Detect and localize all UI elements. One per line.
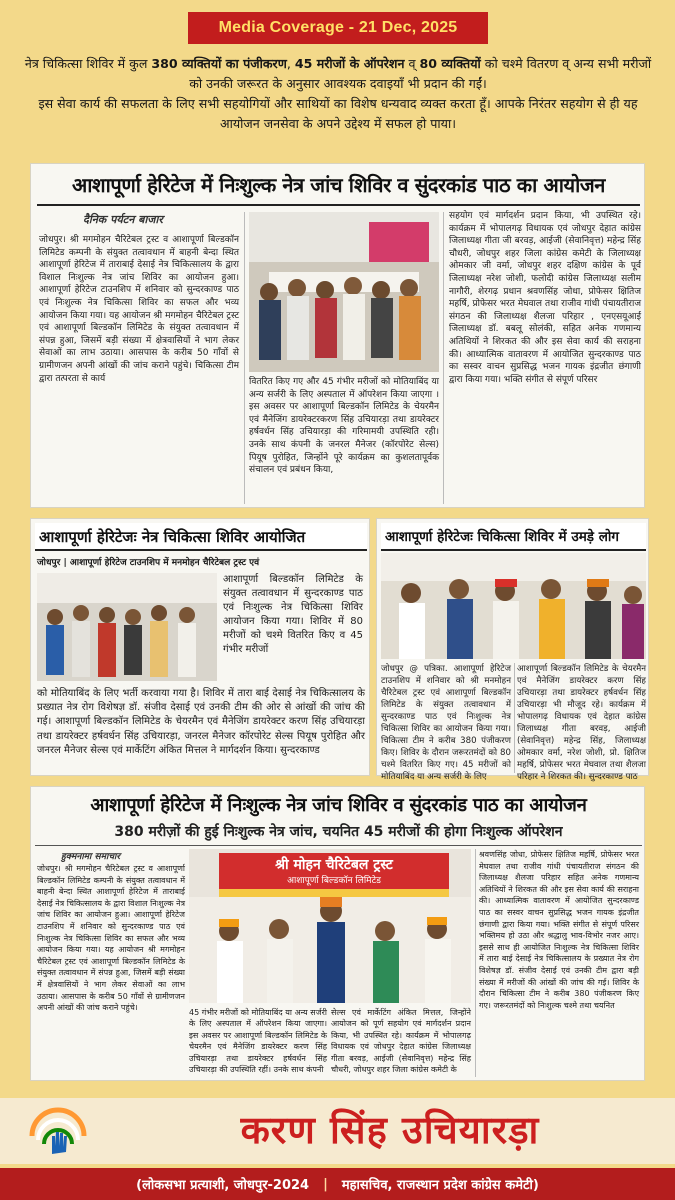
media-coverage-title: Media Coverage - 21 Dec, 2025 — [188, 12, 488, 44]
clipping-1-column-3: सहयोग एवं मार्गदर्शन प्रदान किया, भी उपस्थित रहे। कार्यक्रम में भोपालगढ़ विधायक एवं जोधपुर देहात कांग्रेस जिलाध्यक्ष गीता जी बरवड़, आईजी (सेवानिवृत्त) महेन्द्र सिंह चौधरी, जोधपुर शहर जिला कांग्रेस कमेटी के जिलाध्यक्ष ओमकार जी वर्मा, जोधपुर शहर दक्षिण कांग्रेस के पूर्व जिलाध्यक्ष नरेश जोशी, फलोदी कांग्रेस जिलाध्यक्ष सलीम नागौरी, शेरगढ़ प्रधान श्रवणसिंह जोधा, प्रोफेसर क्षितिज महर्षि, प्रोफेसर भरत मेघवाल तथा राजीव गांधी पंचायतीराज संगठन की जिलाध्यक्ष शैलजा परिहार , एनएसयूआई जिलाध्यक्ष डॉ. बबलू सोलंकी, सहित अनेक गणमान्य अतिथियों ने शिरकत की और इस सेवा कार्य की सराहना की। आध्यात्मिक वातावरण में आयोजित सुन्दरकाण्ड पाठ का सस्वर वाचन सुप्रसिद्ध भजन गायक इंद्रजीत छंगाणी द्वारा किया गया। भक्ति संगीत से संपूर्ण परिसर — [449, 211, 641, 385]
banner-subtitle: आशापूर्णा बिल्डकॉन लिमिटेड — [287, 876, 381, 886]
clipping-1-column-1: जोधपुर। श्री मगमोहन चैरिटेबल ट्रस्ट व आशापूर्णा बिल्डकॉन लिमिटेड कम्पनी के संयुक्त तत्वावधान में बाहनी बेन्दा स्थित आशापूर्णा हेरिटेज में ताराबाई देसाई नेत्र चिकित्सालय के द्वारा विशाल निःशुल्क नेत्र जांच शिविर का आयोजन हुआ। आशापूर्णा हेरिटेज टाउनशिप में शनिवार को सुन्दरकाण्ड पाठ एवं निःशुल्क नेत्र चिकित्सा शिविर का सफल और भव्य आयोजन किया गया। यह आयोजन श्री मगमोहन चैरिटेबल ट्रस्ट एवं आशापूर्णा बिल्डकॉन लिमिटेड के संयुक्त तत्वावधान में संपन्न हुआ, जिसमें बड़ी संख्या में क्षेत्रवासियों ने भाग लेकर सेवाओं का लाभ उठाया। आसपास के करीब 50 गाँवों से ग्रामीणजन अपनी आंखों की जांच कराने पहुंचे। चिकित्सा टीम द्वारा तत्परता से कार्य — [39, 235, 239, 384]
clipping-3-headline: आशापूर्णा हेरिटेजः चिकित्सा शिविर में उमड़े लोग — [381, 523, 646, 551]
intro-text: को चश्मे वितरण व् अन्य सभी मरीजों को उनकी जरूरत के अनुसार आवश्यक दवाइयाँ भी प्रदान की गईं। — [189, 56, 652, 91]
clipping-3-column-2: आशापूर्णा बिल्डकॉन लिमिटेड के चेयरमैन एवं मैनेजिंग डायरेक्टर करण सिंह उचियारड़ा तथा डायरेक्टर हर्षवर्धन सिंह उचियारड़ा भी मौजूद रहे। कार्यक्रम में भोपालगढ़ विधायक एवं देहात कांग्रेस जिलाध्यक्ष गीता बरवड़, आईजी (सेवानिवृत्त) महेन्द्र सिंह, जिलाध्यक्ष ओमकार वर्मा, नरेश जोशी, प्रो. क्षितिज महर्षि, प्रोफेसर भरत मेघवाल तथा शैलजा परिहार ने शिरकत की। सुन्दरकाण्ड पाठ — [517, 664, 646, 782]
guests-photo — [381, 553, 646, 659]
stage-photo — [189, 849, 471, 1003]
column-divider — [514, 663, 515, 773]
column-divider — [475, 849, 476, 1077]
clipping-4-column-2: 45 गंभीर मरीजों को मोतियाबिंद या अन्य सर्जरी के लिए अस्पताल में ऑपरेशन किया जाएगा। इस अवसर पर आशापूर्णा बिल्डकॉन लिमिटेड के चेयरमैन एवं मैनेजिंग डायरेक्टर करण सिंह उचियारड़ा तथा डायरेक्टर हर्षवर्धन सिंह उचियारड़ा की उपस्थिति रहीं। उनके साथ कंपनी — [189, 1008, 327, 1075]
intro-bold-registrations: 380 व्यक्तियों का पंजीकरण — [151, 56, 287, 71]
congress-hand-logo — [26, 1106, 90, 1158]
news-clipping-3 — [376, 518, 649, 782]
news-clipping-1 — [30, 163, 645, 508]
intro-text: व् — [404, 56, 420, 71]
footer-left-text: (लोकसभा प्रत्याशी, जोधपुर-2024 — [136, 1178, 310, 1193]
headline-rule — [37, 204, 640, 206]
clipping-4-column-1: जोधपुर। श्री मगमोहन चैरिटेबल ट्रस्ट व आशापूर्णा बिल्डकॉन लिमिटेड कम्पनी के संयुक्त तत्वावधान में बाहनी बेन्दा स्थित आशापूर्णा हेरिटेज में ताराबाई देसाई नेत्र चिकित्सालय के द्वारा विशाल निःशुल्क नेत्र जांच शिविर का आयोजन हुआ। आशापूर्णा हेरिटेज टाउनशिप में शनिवार को सुन्दरकाण्ड पाठ एवं निःशुल्क नेत्र चिकित्सा शिविर का सफल और भव्य आयोजन किया गया। यह आयोजन श्री मगमोहन चैरिटेबल ट्रस्ट एवं आशापूर्णा बिल्डकॉन लिमिटेड के संयुक्त तत्वावधान में संपन्न हुआ, जिसमें बड़ी संख्या में क्षेत्रवासियों ने भाग लेकर सेवाओं का लाभ उठाया। आसपास के करीब 50 गाँवों से ग्रामीणजन अपनी आंखों की जांच कराने पहुंचे। — [37, 864, 185, 1013]
publication-name: दैनिक पर्यटन बाजार — [83, 213, 163, 226]
intro-text: , — [286, 56, 295, 71]
intro-text: नेत्र चिकित्सा शिविर में कुल — [24, 56, 152, 71]
footer-designation-bar — [0, 1168, 675, 1200]
clipping-4-headline: आशापूर्णा हेरिटेज में निःशुल्क नेत्र जांच शिविर व सुंदरकांड पाठ का आयोजन — [90, 795, 587, 816]
footer-right-text: महासचिव, राजस्थान प्रदेश कांग्रेस कमेटी) — [341, 1178, 539, 1193]
footer-separator: | — [323, 1176, 328, 1192]
intro-bold-people: 80 व्यक्तियों — [419, 56, 481, 71]
eye-camp-crowd-photo — [249, 212, 439, 372]
clipping-2-headline: आशापूर्णा हेरिटेजः नेत्र चिकित्सा शिविर आयोजित — [35, 523, 367, 551]
clipping-2-body: को मोतियाबिंद के लिए भर्ती करवाया गया है। शिविर में तारा बाई देसाई नेत्र चिकित्सालय के प्रख्यात नेत्र रोग विशेषज्ञ डॉ. संजीव देसाई एवं उनकी टीम की ओर से आंखों की जांच की गई। आशापूर्णा बिल्डकॉन लिमिटेड के चेयरमैन एवं मैनेजिंग डायरेक्टर करण सिंह उचियारड़ा तथा डायरेक्टर हर्षवर्धन सिंह उचियारड़ा, जनरल मैनेजर कॉरपोरेट सेल्स पियूष पुरोहित और जनरल मैनेजर सेल्स एवं मार्केटिंग अंकित मित्तल ने मार्गदर्शन किया। सुन्दरकाण्ड — [37, 688, 365, 756]
clipping-1-column-2: वितरित किए गए और 45 गंभीर मरीजों को मोतियाबिंद या अन्य सर्जरी के लिए अस्पताल में ऑपरेशन किया जाएगा । इस अवसर पर आशापूर्णा बिल्डकॉन लिमिटेड के चेयरमैन एवं मैनेजिंग डायरेक्टरकरण सिंह उचियारड़ा तथा डायरेक्टर हर्षवर्धन सिंह उचियारड़ा की गरिमामयी उपस्थिति रही। उनके साथ कंपनी के जनरल मैनेजर (कॉरपोरेट सेल्स) पियूष पुरोहित, जिन्होंने पूरे कार्यक्रम का कुशलतापूर्वक संचालन एवं प्रबंधन किया, — [249, 377, 439, 476]
leader-name: करण सिंह उचियारड़ा — [240, 1108, 540, 1152]
clipping-2-body-right: आशापूर्णा बिल्डकॉन लिमिटेड के संयुक्त तत्वावधान में सुन्दरकाण्ड पाठ एवं निःशुल्क नेत्र चिकित्सा शिविर आयोजन किया गया। शिविर में 80 मरीजों को चश्मे वितरित किए व 45 गंभीर मरीजों — [223, 574, 363, 655]
eye-camp-queue-photo — [37, 573, 217, 681]
publication-name: हुक्मनामा समाचार — [61, 852, 121, 862]
clipping-4-subheadline: 380 मरीज़ों की हुई निःशुल्क नेत्र जांच, चयनित 45 मरीजों की होगा निःशुल्क ऑपरेशन — [114, 824, 563, 840]
news-clipping-2 — [30, 518, 370, 776]
column-divider — [443, 212, 444, 504]
clipping-4-column-3: सेल्स एवं मार्केटिंग अंकित मित्तल, जिन्होंने आयोजन को पूर्ण सहयोग एवं मार्गदर्शन प्रदान किया, भी उपस्थित रहे। कार्यक्रम में भोपालगढ़ विधायक एवं जोधपुर देहात कांग्रेस जिलाध्यक्ष गीता बरवड़, आईजी (सेवानिवृत्त) महेन्द्र सिंह चौधरी, जोधपुर शहर जिला कांग्रेस कमेटी के — [331, 1008, 471, 1075]
clipping-1-headline: आशापूर्णा हेरिटेज में निःशुल्क नेत्र जांच शिविर व सुंदरकांड पाठ का आयोजन — [71, 173, 606, 197]
intro-bold-operations: 45 मरीजों के ऑपरेशन — [294, 56, 405, 71]
clipping-4-column-4: श्रवणसिंह जोधा, प्रोफेसर क्षितिज महर्षि, प्रोफेसर भरत मेघवाल तथा राजीव गांधी पंचायतीराज संगठन की जिलाध्यक्ष शैलजा परिहार सहित अनेक गणमान्य अतिथियों ने शिरकत की और इस सेवा कार्य की सराहना की। आध्यात्मिक वातावरण में आयोजित सुन्दरकाण्ड पाठ का सस्वर वाचन सुप्रसिद्ध भजन गायक इंद्रजीत छंगाणी द्वारा किया गया। भक्ति संगीत से संपूर्ण परिसर भक्तिमय हो उठा और श्रद्धालु भाव-विभोर नजर आए। इससे साथ ही आयोजित निःशुल्क नेत्र चिकित्सा शिविर में तारा बाई देसाई नेत्र चिकित्सालय के प्रख्यात नेत्र रोग विशेषज्ञ डॉ. संजीव देसाई एवं उनकी टीम द्वारा बड़ी संख्या में मरीजों की आंखों की जांच की गई। शिविर के दौरान चिकित्सा टीम ने करीब 380 पंजीकरण किए गए। जरूरतमंदों को निःशुल्क चश्मे तथा चयनित — [479, 850, 639, 1010]
clipping-2-dateline: जोधपुर | आशापूर्णा हेरिटेज टाउनशिप में मनमोहन चैरिटेबल ट्रस्ट एवं — [37, 558, 260, 568]
subheadline-rule — [35, 845, 642, 846]
news-clipping-4 — [30, 786, 645, 1081]
clipping-3-column-1: जोधपुर @ पत्रिका. आशापूर्णा हेरिटेज टाउनशिप में शनिवार को श्री मनमोहन चैरिटेबल ट्रस्ट एवं आशापूर्णा बिल्डकॉन लिमिटेड के संयुक्त तत्वावधान में सुन्दरकाण्ड पाठ एवं निःशुल्क नेत्र चिकित्सा शिविर का आयोजन किया गया। चिकित्सा टीम ने करीब 380 पंजीकरण किए। शिविर के दौरान जरूरतमंदों को 80 चश्मे वितरित किए गए। 45 मरीजों को मोतियाबिंद या अन्य सर्जरी के लिए — [381, 664, 511, 782]
banner-title: श्री मोहन चैरिटेबल ट्रस्ट — [275, 857, 393, 873]
intro-thanks: इस सेवा कार्य की सफलता के लिए सभी सहयोगियों और साथियों का विशेष धन्यवाद व्यक्त करता हूँ। आपके निरंतर सहयोग से ही यह आयोजन जनसेवा के अपने उद्देश्य में सफल हो पाया। — [38, 96, 638, 131]
intro-paragraph — [18, 54, 658, 134]
column-divider — [244, 212, 245, 504]
